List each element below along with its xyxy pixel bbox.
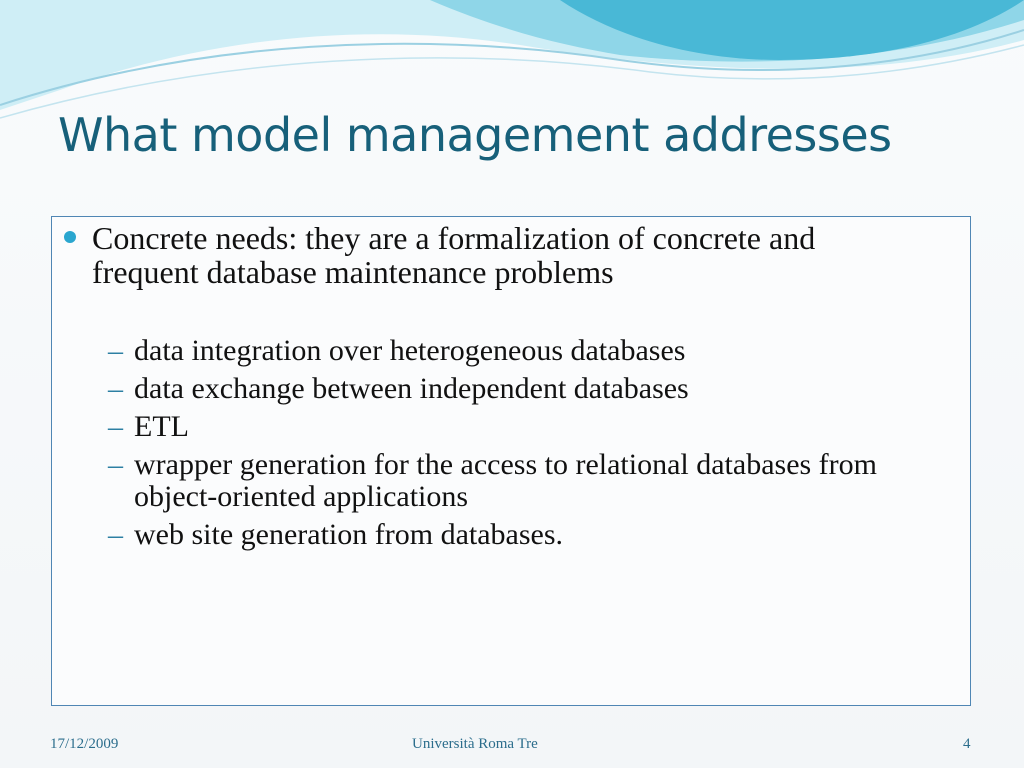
bullet-dot-icon xyxy=(64,231,76,243)
main-bullet xyxy=(92,221,922,289)
footer-organization: Università Roma Tre xyxy=(412,736,538,752)
sub-bullet-list xyxy=(108,335,928,557)
list-item xyxy=(108,411,928,443)
list-item-text: web site generation from databases. xyxy=(134,518,564,551)
list-item xyxy=(108,519,928,551)
list-item xyxy=(108,335,928,367)
footer-date: 17/12/2009 xyxy=(50,736,119,752)
list-item-text: data exchange between independent databases xyxy=(134,372,689,405)
dash-icon: – xyxy=(108,410,123,443)
dash-icon: – xyxy=(108,334,123,367)
page-number: 4 xyxy=(963,736,971,752)
dash-icon: – xyxy=(108,372,123,405)
content-box xyxy=(51,216,971,706)
list-item-text: data integration over heterogeneous databases xyxy=(134,334,686,367)
slide-title: What model management addresses xyxy=(58,108,892,162)
dash-icon: – xyxy=(108,448,123,481)
list-item xyxy=(108,373,928,405)
list-item-text: ETL xyxy=(134,410,189,443)
list-item-text: wrapper generation for the access to relational databases from object-oriented applications xyxy=(134,448,877,513)
list-item xyxy=(108,449,928,513)
dash-icon: – xyxy=(108,518,123,551)
main-bullet-text: Concrete needs: they are a formalization of concrete and frequent database maintenance problems xyxy=(92,220,816,290)
